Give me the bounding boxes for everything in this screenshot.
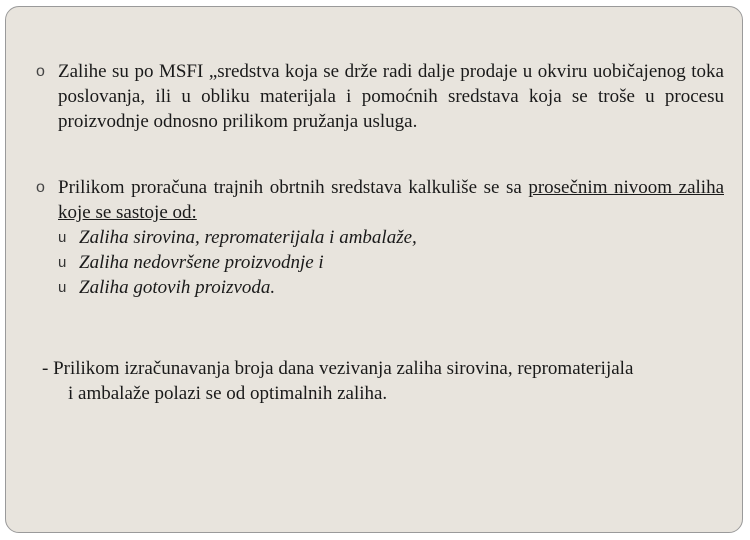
note-paragraph (42, 356, 728, 406)
note-line-2: i ambalaže polazi se od optimalnih zaliha. (68, 383, 388, 404)
bullet-text: Zalihe su po MSFI „sredstva koja se drže radi dalje prodaje u okviru uobičajenog toka poslovanja, ili u obliku materijala i pomoćnih sredstava koja se troše u procesu proizvodnje odnosno prilikom pružanja usluga. (58, 61, 724, 132)
bullet-msfi-definition (36, 59, 724, 134)
bullet-text (58, 175, 724, 225)
list-item-text: Zaliha sirovina, repromaterijala i ambalaže, (79, 227, 417, 248)
bullet-circle-icon: o (36, 63, 45, 80)
bullet-text-underlined: prosečnim nivoom zaliha koje se sastoje od: (58, 177, 724, 223)
list-item (58, 250, 724, 275)
list-item (58, 275, 724, 300)
sub-bullet-icon: u (58, 229, 67, 246)
list-item-text: Zaliha gotovih proizvoda. (79, 277, 276, 298)
bullet-circle-icon: o (36, 179, 45, 196)
note-line-1: - Prilikom izračunavanja broja dana vezivanja zaliha sirovina, repromaterijala (42, 358, 634, 379)
list-item-text: Zaliha nedovršene proizvodnje i (79, 252, 324, 273)
bullet-calculation (36, 175, 724, 300)
list-item (58, 225, 724, 250)
inventory-sublist (58, 225, 724, 300)
sub-bullet-icon: u (58, 279, 67, 296)
bullet-text-plain: Prilikom proračuna trajnih obrtnih sredstava kalkuliše se sa (58, 177, 529, 198)
sub-bullet-icon: u (58, 254, 67, 271)
slide-panel (5, 6, 743, 533)
